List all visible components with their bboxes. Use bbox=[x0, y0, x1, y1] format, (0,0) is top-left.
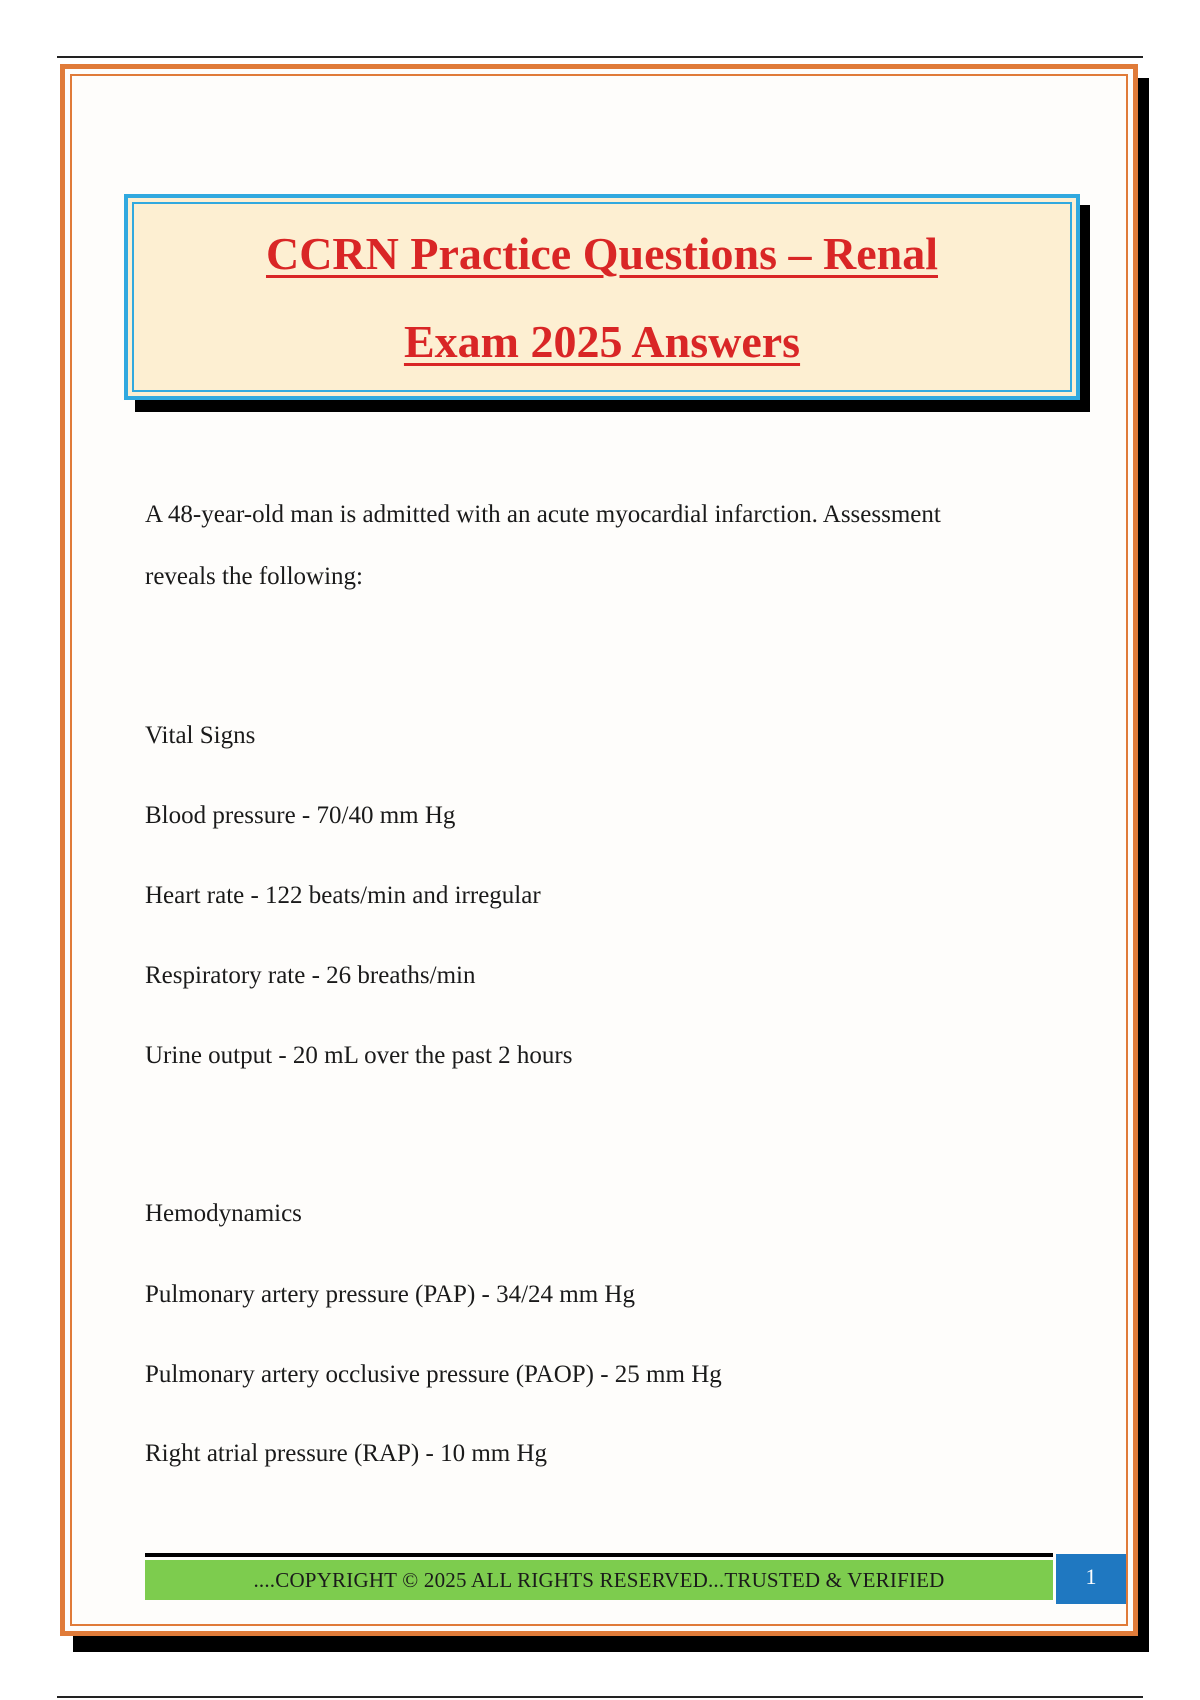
intro-line-1: A 48-year-old man is admitted with an acute myocardial infarction. Assessment bbox=[145, 501, 941, 528]
hemodynamics-heading: Hemodynamics bbox=[145, 1200, 302, 1227]
hemodynamics-item: Pulmonary artery pressure (PAP) - 34/24 mm Hg bbox=[145, 1281, 635, 1308]
title-box bbox=[124, 194, 1080, 400]
intro-line-2: reveals the following: bbox=[145, 563, 363, 590]
hemodynamics-item: Pulmonary artery occlusive pressure (PAOP) - 25 mm Hg bbox=[145, 1361, 722, 1388]
top-rule bbox=[57, 56, 1143, 58]
title-line-1 bbox=[128, 210, 1076, 298]
title-text-2: Exam 2025 Answers bbox=[403, 316, 801, 367]
vital-sign-item: Heart rate - 122 beats/min and irregular bbox=[145, 882, 541, 909]
footer-copyright: ....COPYRIGHT © 2025 ALL RIGHTS RESERVED...TRUSTED & VERIFIED bbox=[145, 1560, 1053, 1600]
bottom-rule bbox=[57, 1696, 1143, 1698]
title-line-2 bbox=[128, 298, 1076, 386]
vital-sign-item: Respiratory rate - 26 breaths/min bbox=[145, 962, 476, 989]
title-text-1: CCRN Practice Questions – Renal bbox=[265, 228, 938, 279]
page-number: 1 bbox=[1056, 1554, 1126, 1604]
hemodynamics-item: Right atrial pressure (RAP) - 10 mm Hg bbox=[145, 1440, 548, 1467]
vital-signs-heading: Vital Signs bbox=[145, 722, 256, 749]
footer-rule bbox=[145, 1553, 1053, 1557]
vital-sign-item: Urine output - 20 mL over the past 2 hours bbox=[145, 1042, 573, 1069]
vital-sign-item: Blood pressure - 70/40 mm Hg bbox=[145, 802, 456, 829]
